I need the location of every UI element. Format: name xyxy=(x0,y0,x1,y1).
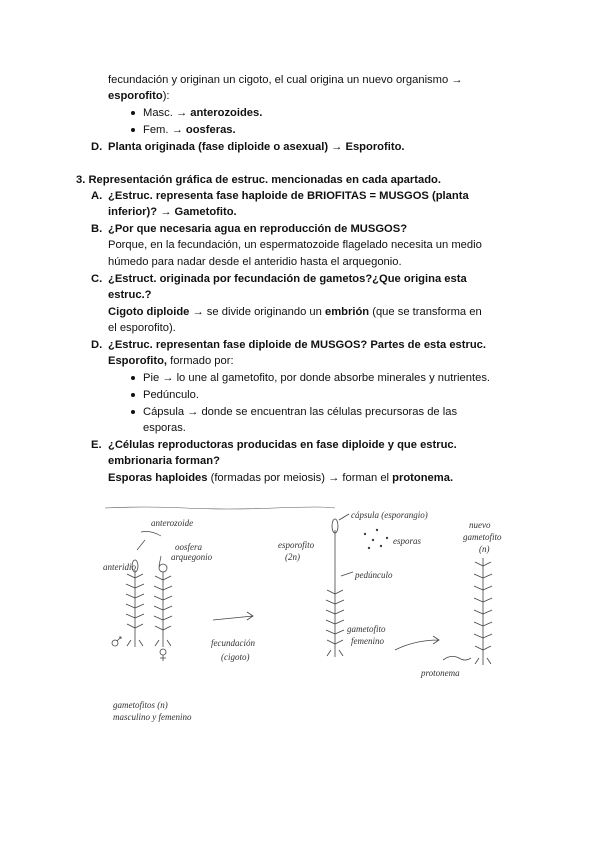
question-a-line-1: ¿Estruc. representa fase haploide de BRIOFITAS = MUSGOS (planta xyxy=(108,190,469,202)
answer-e: Esporas haploides (formadas por meiosis) → forman el protonema. xyxy=(108,472,454,484)
answer-d: Esporofito, formado por: xyxy=(108,355,234,367)
sporophyte xyxy=(326,514,353,657)
bullet-dot xyxy=(131,128,135,132)
bullet-dot xyxy=(131,111,135,115)
question-b: ¿Por que necesaria agua en reproducción de MUSGOS? xyxy=(108,223,408,235)
bullet-fem: Fem. → oosferas. xyxy=(143,124,236,136)
figure-header-scan-line xyxy=(105,507,335,509)
bullet-dot xyxy=(131,376,135,380)
question-e-line-1: ¿Células reproductoras producidas en fase diploide y que estruc. xyxy=(108,439,457,451)
label-masc-fem: masculino y femenino xyxy=(113,712,192,722)
spores xyxy=(364,529,388,549)
moss-life-cycle-figure xyxy=(103,500,503,726)
answer-b-line-2: húmedo para nadar desde el anteridio hasta el arquegonio. xyxy=(108,256,402,268)
label-esporas: esporas xyxy=(393,536,422,546)
answer-b-line-1: Porque, en la fecundación, un espermatozoide flagelado necesita un medio xyxy=(108,239,482,251)
label-oosfera: oosfera xyxy=(175,542,202,552)
bullet-masc: Masc. → anterozoides. xyxy=(143,107,263,119)
label-esporofito-2n: (2n) xyxy=(285,552,300,562)
section-3-title: 3. Representación gráfica de estruc. mencionadas en cada apartado. xyxy=(76,174,441,186)
item-letter-d2: D. xyxy=(91,339,103,351)
question-e-line-2: embrionaria forman? xyxy=(108,455,220,467)
gametophyte-male xyxy=(126,560,144,647)
protonema-drawing xyxy=(395,636,471,660)
intro-line-1: fecundación y originan un cigoto, el cual origina un nuevo organismo → xyxy=(108,74,463,86)
label-esporofito: esporofito xyxy=(278,540,315,550)
answer-c-line-1: Cigoto diploide → se divide originando un embrión (que se transforma en xyxy=(108,306,482,318)
label-femenino: femenino xyxy=(351,636,384,646)
label-anterozoide: anterozoide xyxy=(151,518,194,528)
label-capsula: cápsula (esporangio) xyxy=(351,510,428,520)
gametophyte-female xyxy=(154,564,172,647)
label-fecundacion: fecundación xyxy=(211,638,255,648)
label-pedunculo: pedúnculo xyxy=(355,570,393,580)
new-gametophyte xyxy=(474,558,492,665)
question-c-line-1: ¿Estruct. originada por fecundación de gametos?¿Que origina esta xyxy=(108,273,467,285)
label-arquegonio: arquegonio xyxy=(171,552,213,562)
anterozoide-arrows xyxy=(137,532,161,567)
label-nuevo-n: (n) xyxy=(479,544,490,554)
answer-c-line-2: el esporofito). xyxy=(108,322,176,334)
item-letter-b: B. xyxy=(91,223,103,235)
label-gametofitos: gametofitos (n) xyxy=(113,700,168,710)
intro-line-2: esporofito): xyxy=(108,90,170,102)
bullet-dot xyxy=(131,410,135,414)
question-a-line-2: inferior)? → Gametofito. xyxy=(108,206,237,218)
intro-d-text: Planta originada (fase diploide o asexual) → Esporofito. xyxy=(108,141,405,153)
label-nuevo: nuevo xyxy=(469,520,491,530)
label-cigoto: (cigoto) xyxy=(221,652,250,662)
item-letter-e: E. xyxy=(91,439,102,451)
question-d: ¿Estruc. representan fase diploide de MUSGOS? Partes de esta estruc. xyxy=(108,339,487,351)
label-protonema: protonema xyxy=(421,668,460,678)
bullet-capsula: Cápsula → donde se encuentran las células precursoras de las xyxy=(143,406,458,418)
bullet-pie: Pie → lo une al gametofito, por donde absorbe minerales y nutrientes. xyxy=(143,372,491,384)
label-anteridio: anteridio xyxy=(103,562,136,572)
bullet-capsula-cont: esporas. xyxy=(143,422,186,434)
bullet-pedunculo: Pedúnculo. xyxy=(143,389,199,401)
label-gametofito-fem: gametofito xyxy=(347,624,386,634)
item-letter-d: D. xyxy=(91,141,103,153)
label-nuevo-gametofito: gametofito xyxy=(463,532,502,542)
fecundacion-arrow xyxy=(213,612,253,620)
item-letter-c: C. xyxy=(91,273,103,285)
question-c-line-2: estruc.? xyxy=(108,289,152,301)
esporofito-term: esporofito xyxy=(108,90,163,102)
bullet-dot xyxy=(131,393,135,397)
item-letter-a: A. xyxy=(91,190,103,202)
